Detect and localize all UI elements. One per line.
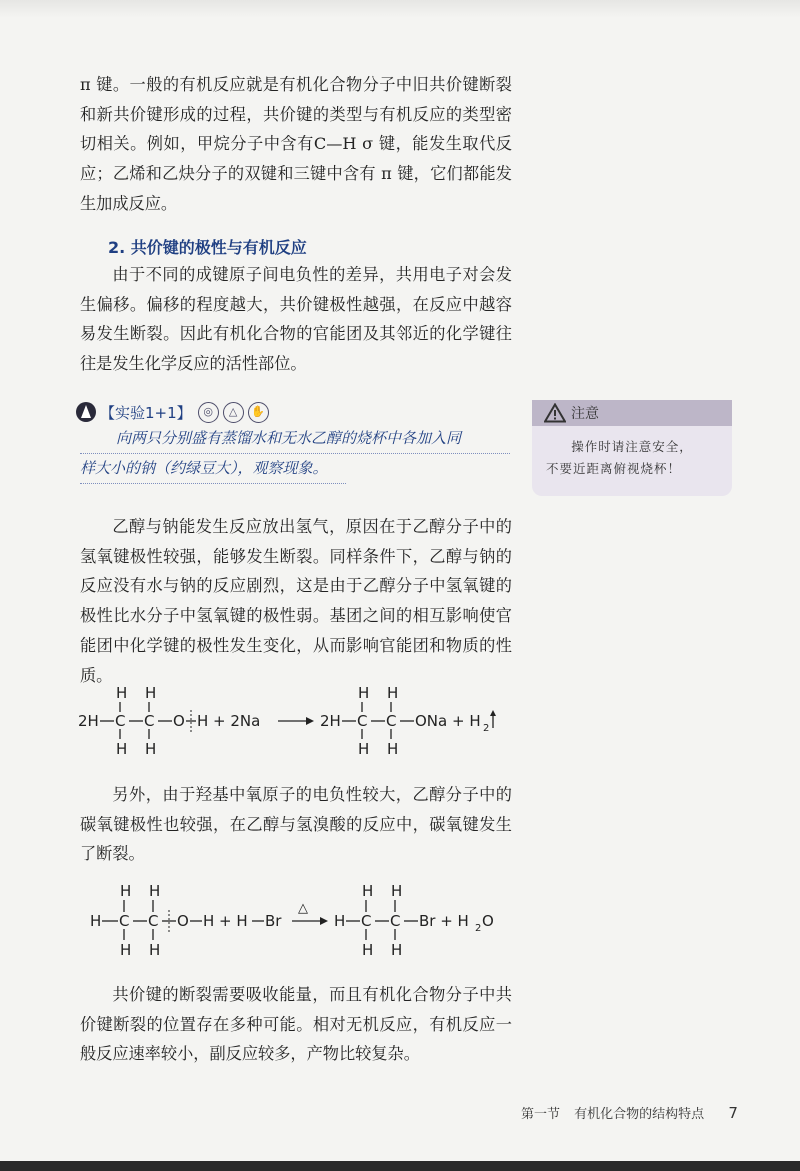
goggles-safety-icon: ◎ (198, 402, 219, 423)
experiment-line-2: 样大小的钠（约绿豆大），观察现象。 (80, 454, 346, 484)
eq2-h-top-1: H (120, 882, 132, 900)
note-body (546, 436, 718, 480)
eq1-tail: H + 2Na (197, 712, 261, 730)
eq2-o: O (177, 912, 189, 930)
eq2-c2: C (148, 912, 159, 930)
equation-ethanol-hbr (74, 874, 514, 964)
eq1-p-h-top-1: H (358, 684, 370, 702)
handwash-safety-icon: ✋ (248, 402, 269, 423)
note-header (532, 400, 732, 426)
hazard-safety-icon: △ (223, 402, 244, 423)
paragraph-pi-bond: π 键。一般的有机反应就是有机化合物分子中旧共价键断裂和新共价键形成的过程，共价键的类型与有机反应的类型密切相关。例如，甲烷分子中含有C—H σ 键，能发生取代反应；乙烯和乙炔分子的双键和三键中含有 π 键，它们都能发生加成反应。 (80, 75, 512, 213)
eq1-h-top-2: H (145, 684, 157, 702)
eq1-p-h-bottom-1: H (358, 740, 370, 758)
note-title: 注意 (571, 406, 599, 422)
eq2-br: Br (265, 912, 282, 930)
note-line-2: 不要近距离俯视烧杯！ (546, 461, 682, 476)
eq2-p-h-bottom-2: H (391, 941, 403, 959)
eq1-h-bottom-2: H (145, 740, 157, 758)
eq2-p-h-left: H (334, 912, 346, 930)
section-heading: 2. 共价键的极性与有机反应 (108, 238, 307, 257)
experiment-flask-icon (76, 402, 96, 422)
eq2-tail: H + H (203, 912, 248, 930)
page-number: 7 (728, 1104, 738, 1122)
paragraph-carbon-oxygen: 另外，由于羟基中氧原子的电负性较大，乙醇分子中的碳氧键极性也较强，在乙醇与氢溴酸的反应中，碳氧键发生了断裂。 (80, 785, 512, 864)
paragraph-bond-breaking: 共价键的断裂需要吸收能量，而且有机化合物分子中共价键断裂的位置存在多种可能。相对无机反应，有机反应一般反应速率较小，副反应较多，产物比较复杂。 (80, 985, 512, 1064)
eq2-h-bottom-1: H (120, 941, 132, 959)
eq2-p-c2: C (390, 912, 401, 930)
eq1-c2: C (144, 712, 155, 730)
eq1-h-top-1: H (116, 684, 128, 702)
page-top-shade (0, 0, 800, 18)
eq1-h-bottom-1: H (116, 740, 128, 758)
eq1-p-coef: 2H (320, 712, 341, 730)
eq2-p-tail: Br + H (419, 912, 469, 930)
experiment-line-1: 向两只分别盛有蒸馏水和无水乙醇的烧杯中各加入同 (80, 424, 510, 454)
page-bottom-edge (0, 1161, 800, 1171)
safety-note-box (532, 400, 732, 496)
eq2-o-end: O (482, 912, 494, 930)
eq2-p-c1: C (361, 912, 372, 930)
footer-section: 第一节 (521, 1107, 561, 1122)
eq2-c1: C (119, 912, 130, 930)
paragraph-ethanol-sodium: 乙醇与钠能发生反应放出氢气，原因在于乙醇分子中的氢氧键极性较强，能够发生断裂。同样条件下，乙醇与钠的反应没有水与钠的反应剧烈，这是由于乙醇分子中氢氧键的极性比水分子中氢氧键的极性弱。基团之间的相互影响使官能团中化学键的极性发生变化，从而影响官能团和物质的性质。 (80, 517, 512, 685)
eq2-h-left: H (90, 912, 102, 930)
eq1-p-tail: ONa + H (415, 712, 481, 730)
eq1-sub2: 2 (483, 723, 490, 734)
footer-title: 有机化合物的结构特点 (574, 1107, 705, 1122)
eq1-coef-2h: 2H (78, 712, 99, 730)
eq2-h-top-2: H (149, 882, 161, 900)
experiment-title: 【实验1+1】 (100, 403, 192, 422)
note-line-1: 操作时请注意安全， (571, 439, 693, 454)
eq2-sub2: 2 (475, 923, 482, 934)
eq1-c1: C (115, 712, 126, 730)
eq1-p-h-top-2: H (387, 684, 399, 702)
experiment-instructions (80, 424, 510, 484)
eq2-p-h-top-1: H (362, 882, 374, 900)
eq2-heat-symbol: △ (298, 901, 308, 916)
equation-ethanol-sodium (74, 676, 514, 766)
paragraph-polarity: 由于不同的成键原子间电负性的差异，共用电子对会发生偏移。偏移的程度越大，共价键极性越强，在反应中越容易发生断裂。因此有机化合物的官能团及其邻近的化学键往往是发生化学反应的活性部位。 (80, 265, 512, 374)
warning-icon (544, 403, 566, 423)
page-footer (521, 1103, 738, 1122)
eq1-p-c2: C (386, 712, 397, 730)
eq1-p-c1: C (357, 712, 368, 730)
eq1-o: O (173, 712, 185, 730)
eq1-p-h-bottom-2: H (387, 740, 399, 758)
eq2-p-h-top-2: H (391, 882, 403, 900)
eq2-p-h-bottom-1: H (362, 941, 374, 959)
eq2-h-bottom-2: H (149, 941, 161, 959)
experiment-header (76, 400, 273, 424)
